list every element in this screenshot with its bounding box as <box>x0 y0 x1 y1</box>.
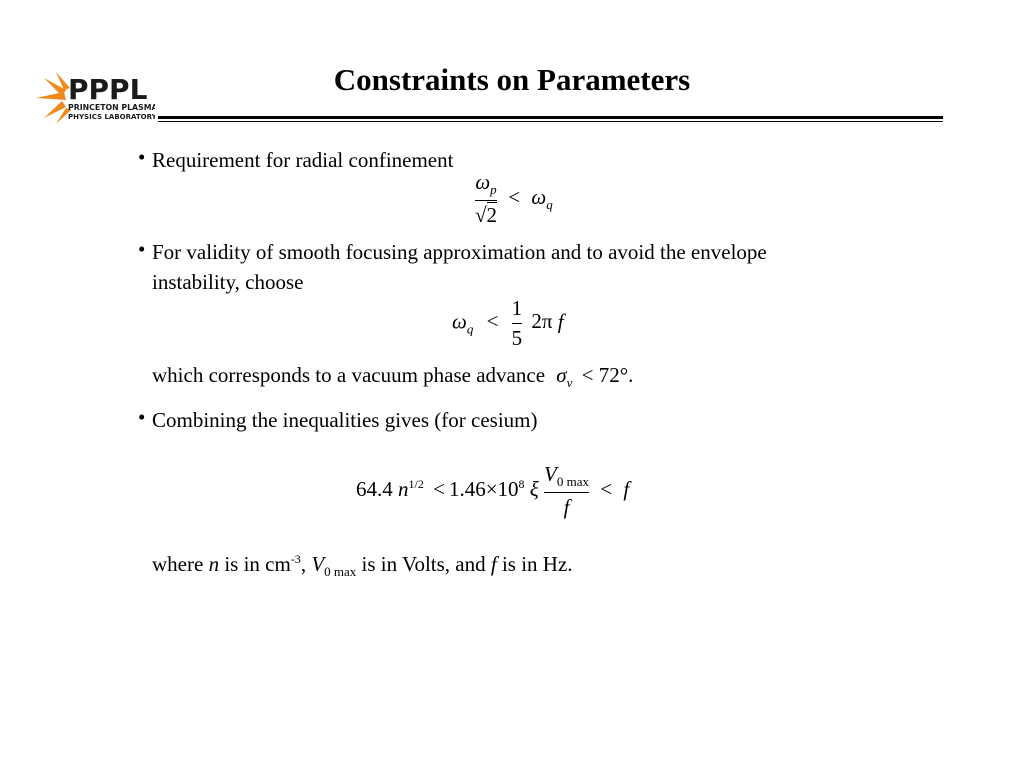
eq3-exp8: 8 <box>518 476 525 491</box>
page-title: Constraints on Parameters <box>333 62 691 97</box>
sigma-sub: v <box>566 375 573 391</box>
eq3-V: V <box>544 462 557 486</box>
eq1-lt: < <box>508 184 521 209</box>
eq1-omega-p: ω <box>475 170 491 194</box>
eq1-sub-q: q <box>546 197 553 213</box>
eq1-sub-p: p <box>490 182 497 198</box>
eq2-fraction <box>512 296 523 351</box>
logo-line1: PRINCETON PLASMA <box>68 103 155 112</box>
units-line <box>152 544 573 587</box>
eq1-fraction <box>475 170 497 228</box>
eq3-fraction <box>544 462 589 520</box>
eq3-coeff: 64.4 <box>356 476 393 501</box>
eq2-sub-q: q <box>466 321 474 337</box>
title-rule-thin <box>158 121 943 122</box>
eq2-two-pi: 2π <box>531 309 553 334</box>
eq3-f-right: f <box>623 476 630 501</box>
eq3-exp: 1/2 <box>408 476 424 491</box>
units-t2: is in Volts, and <box>356 552 491 576</box>
eq3-lt-2: < <box>600 476 613 501</box>
eq2-f: f <box>557 309 564 334</box>
units-t1: is in cm <box>219 552 291 576</box>
bullet-2-marker: • <box>138 237 146 261</box>
bullet-2-after-text: which corresponds to a vacuum phase advance <box>152 363 546 387</box>
logo-line2: PHYSICS LABORATORY <box>68 113 155 121</box>
eq3-vsub: 0 max <box>556 474 589 490</box>
equation-3 <box>356 462 629 520</box>
bullet-3-text: Combining the inequalities gives (for cesium) <box>152 408 538 432</box>
title-rule <box>158 116 943 119</box>
eq2-five: 5 <box>511 326 523 350</box>
phase-advance-value: < 72°. <box>581 363 634 387</box>
eq1-two: 2 <box>486 203 498 228</box>
bullet-2-line2: instability, choose <box>152 270 304 294</box>
eq3-fraction-bar <box>544 492 589 493</box>
eq3-mid: 1.46×10 <box>448 476 519 501</box>
eq3-f-den: f <box>563 495 570 520</box>
equation-2 <box>452 296 564 351</box>
units-exp: -3 <box>290 552 301 566</box>
bullet-1-text: Requirement for radial confinement <box>152 148 454 172</box>
eq2-fraction-bar <box>512 323 523 324</box>
eq1-fraction-bar <box>475 200 497 201</box>
eq3-lt-1: < <box>433 476 445 501</box>
sqrt-icon: √ <box>475 203 487 228</box>
units-f: f <box>490 552 497 576</box>
eq3-xi: ξ <box>529 476 539 501</box>
bullet-2-line1: For validity of smooth focusing approximation and to avoid the envelope <box>152 240 767 264</box>
bullet-1-marker: • <box>138 145 146 169</box>
eq2-omega: ω <box>452 309 467 334</box>
units-V: V <box>311 552 325 576</box>
units-t3: is in Hz. <box>496 552 573 576</box>
eq2-lt: < <box>486 309 499 334</box>
logo-main-text: PPPL <box>68 73 148 106</box>
units-vsub: 0 max <box>324 564 357 580</box>
units-where: where <box>152 552 209 576</box>
eq2-one: 1 <box>511 296 523 320</box>
bullet-2-after <box>152 360 633 398</box>
sigma-symbol: σ <box>556 363 567 387</box>
bullet-3-marker: • <box>138 405 146 429</box>
units-comma: , <box>300 552 312 576</box>
equation-1 <box>475 170 553 228</box>
eq3-n: n <box>398 476 409 501</box>
units-n: n <box>208 552 220 576</box>
eq1-omega-q: ω <box>531 184 547 209</box>
